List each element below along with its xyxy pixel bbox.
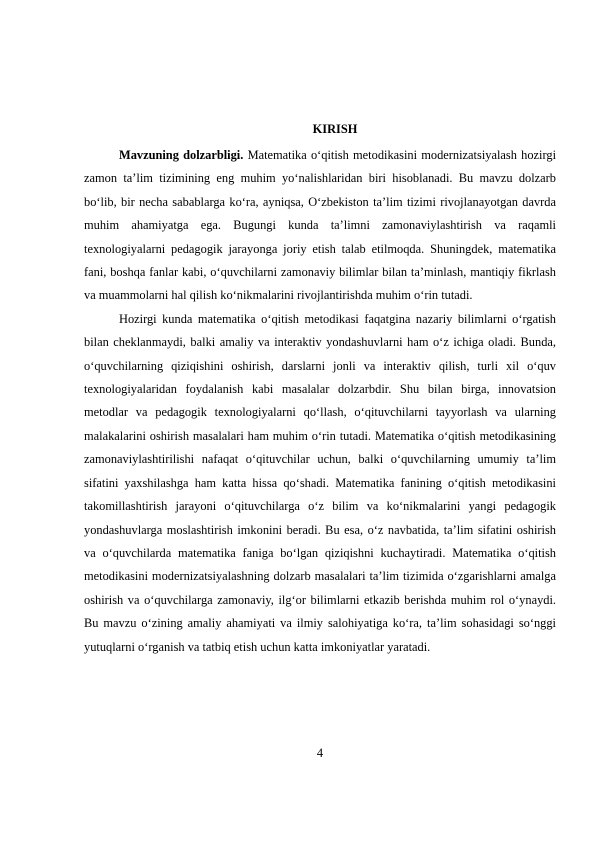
- paragraph-lead: Mavzuning dolzarbligi.: [119, 148, 244, 162]
- section-heading: KIRISH: [312, 122, 358, 136]
- paragraph-text: Hozirgi kunda matematika o‘qitish metodikasi faqatgina nazariy bilimlarni o‘rgatish bilan cheklanmaydi, balki amaliy va interaktiv yondashuvlarni ham o‘z ichiga oladi. Bunda, o‘quvchilarning qiziqishini oshirish, darslarni jonli va interaktiv qilish, turli xil o‘quv texnologiyalaridan foydalanish kabi masalalar dolzarbdir. Shu bilan birga, innovatsion metodlar va pedagogik texnologiyalarni qo‘llash, o‘qituvchilarni tayyorlash va ularning malakalarini oshirish masalalari ham muhim o‘rin tutadi. Matematika o‘qitish metodikasining zamonaviylashtirilishi nafaqat o‘qituvchilar uchun, balki o‘quvchilarning umumiy ta’lim sifatini yaxshilashga ham katta hissa qo‘shadi. Matematika fanining o‘qitish metodikasini takomillashtirish jarayoni o‘qituvchilarga o‘z bilim va ko‘nikmalarini yangi pedagogik yondashuvlarga moslashtirish imkonini beradi. Bu esa, o‘z navbatida, ta’lim sifatini oshirish va o‘quvchilarda matematika faniga bo‘lgan qiziqishni kuchaytiradi. Matematika o‘qitish metodikasini modernizatsiyalashning dolzarb masalalari ta’lim tizimida o‘zgarishlarni amalga oshirish va o‘quvchilarga zamonaviy, ilg‘or bilimlarni etkazib berishda muhim rol o‘ynaydi. Bu mavzu o‘zining amaliy ahamiyati va ilmiy salohiyatiga ko‘ra, ta’lim sohasidagi so‘nggi yutuqlarni o‘rganish va tatbiq etish uchun katta imkoniyatlar yaratadi.: [84, 311, 556, 654]
- page-number: 4: [316, 746, 324, 760]
- paragraph-relevance: [84, 144, 556, 308]
- document-body: [84, 122, 556, 659]
- paragraph-text: Matematika o‘qitish metodikasini modernizatsiyalash hozirgi zamon ta’lim tizimining eng muhim yo‘nalishlaridan biri hisoblanadi. Bu mavzu dolzarb bo‘lib, bir necha sabablarga ko‘ra, ayniqsa, O‘zbekiston ta’lim tizimi rivojlanayotgan davrda muhim ahamiyatga ega. Bugungi kunda ta’limni zamonaviylashtirish va raqamli texnologiyalarni pedagogik jarayonga joriy etish talab etilmoqda. Shuningdek, matematika fani, boshqa fanlar kabi, o‘quvchilarni zamonaviy bilimlar bilan ta’minlash, mantiqiy fikrlash va muammolarni hal qilish ko‘nikmalarini rivojlantirishda muhim o‘rin tutadi.: [84, 148, 557, 303]
- paragraph-methodology: [84, 308, 556, 659]
